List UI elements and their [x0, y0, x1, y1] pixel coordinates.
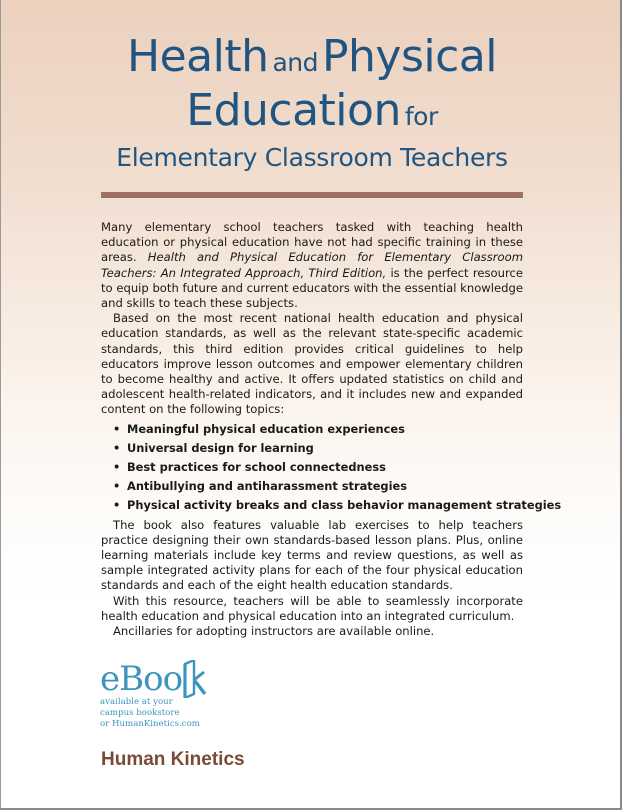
- bullet-icon: •: [113, 460, 121, 475]
- description-paragraph-3: The book also features valuable lab exercises to help teachers practice designing their own standards-based lesson plans. Plus, online learning materials include key terms and review questions, as well as sample integrated activity plans for each of the four physical education standards and each of the eight health education standards.: [101, 517, 523, 593]
- topics-list: [101, 420, 562, 516]
- topic-item: [113, 420, 523, 439]
- topic-label: Antibullying and antiharassment strategies: [127, 479, 407, 494]
- ebook-logo: [100, 659, 250, 699]
- topic-item: [113, 458, 523, 477]
- ebook-availability: [100, 697, 250, 730]
- description-paragraph-1: [101, 220, 523, 311]
- ebook-line-2: campus bookstore: [100, 708, 180, 718]
- bullet-icon: •: [113, 421, 121, 436]
- ebook-line-3: or HumanKinetics.com: [100, 719, 200, 729]
- open-book-k-icon: [183, 660, 207, 698]
- publisher-name: Human Kinetics: [101, 749, 245, 770]
- p1-text-start: Many elementary school teachers tasked with teaching health education or physical education have not had specific training in these areas.: [101, 220, 523, 265]
- title-line-2: [1, 85, 622, 140]
- topic-label: Physical activity breaks and class behavior management strategies: [127, 498, 562, 513]
- description-paragraph-5: Ancillaries for adopting instructors are available online.: [113, 624, 435, 639]
- ebook-line-1: available at your: [100, 697, 173, 707]
- title-word-education: Education: [186, 85, 401, 136]
- book-description: [101, 220, 562, 639]
- title-word-for: for: [404, 102, 438, 131]
- topic-label: Best practices for school connectedness: [127, 460, 386, 475]
- book-title: [1, 32, 622, 174]
- ebook-logo-text: eBoo: [100, 659, 183, 699]
- topics-list-wrap: [101, 420, 562, 516]
- bullet-icon: •: [113, 440, 121, 455]
- title-line-1: [1, 32, 622, 88]
- title-word-health: Health: [126, 31, 269, 82]
- title-word-and: and: [272, 48, 319, 77]
- p1-book-title-italic: Health and Physical Education for Elementary Classroom Teachers: An Integrated Approach, Third Edition,: [101, 250, 523, 280]
- topic-item: [113, 439, 523, 458]
- topic-label: Meaningful physical education experiences: [127, 421, 405, 436]
- topic-item: [113, 477, 523, 496]
- title-line-3: Elementary Classroom Teachers: [116, 143, 508, 172]
- ebook-badge: [100, 660, 250, 730]
- bullet-icon: •: [113, 479, 121, 494]
- title-word-physical: Physical: [322, 31, 498, 82]
- description-paragraph-2: Based on the most recent national health education and physical education standards, as well as the relevant state-specific academic standards, this third edition provides critical guidelines to help educators improve lesson outcomes and empower elementary children to become healthy and active. It offers updated statistics on child and adolescent health-related indicators, and it includes new and expanded content on the following topics:: [101, 311, 523, 417]
- p1-text-end: is the perfect resource to equip both future and current educators with the essential knowledge and skills to teach these subjects.: [101, 265, 523, 311]
- title-divider: [101, 192, 523, 198]
- bullet-icon: •: [113, 498, 121, 513]
- topic-label: Universal design for learning: [127, 440, 314, 455]
- topic-item: [113, 496, 562, 515]
- description-paragraph-4: With this resource, teachers will be able to seamlessly incorporate health education and physical education into an integrated curriculum.: [101, 593, 523, 623]
